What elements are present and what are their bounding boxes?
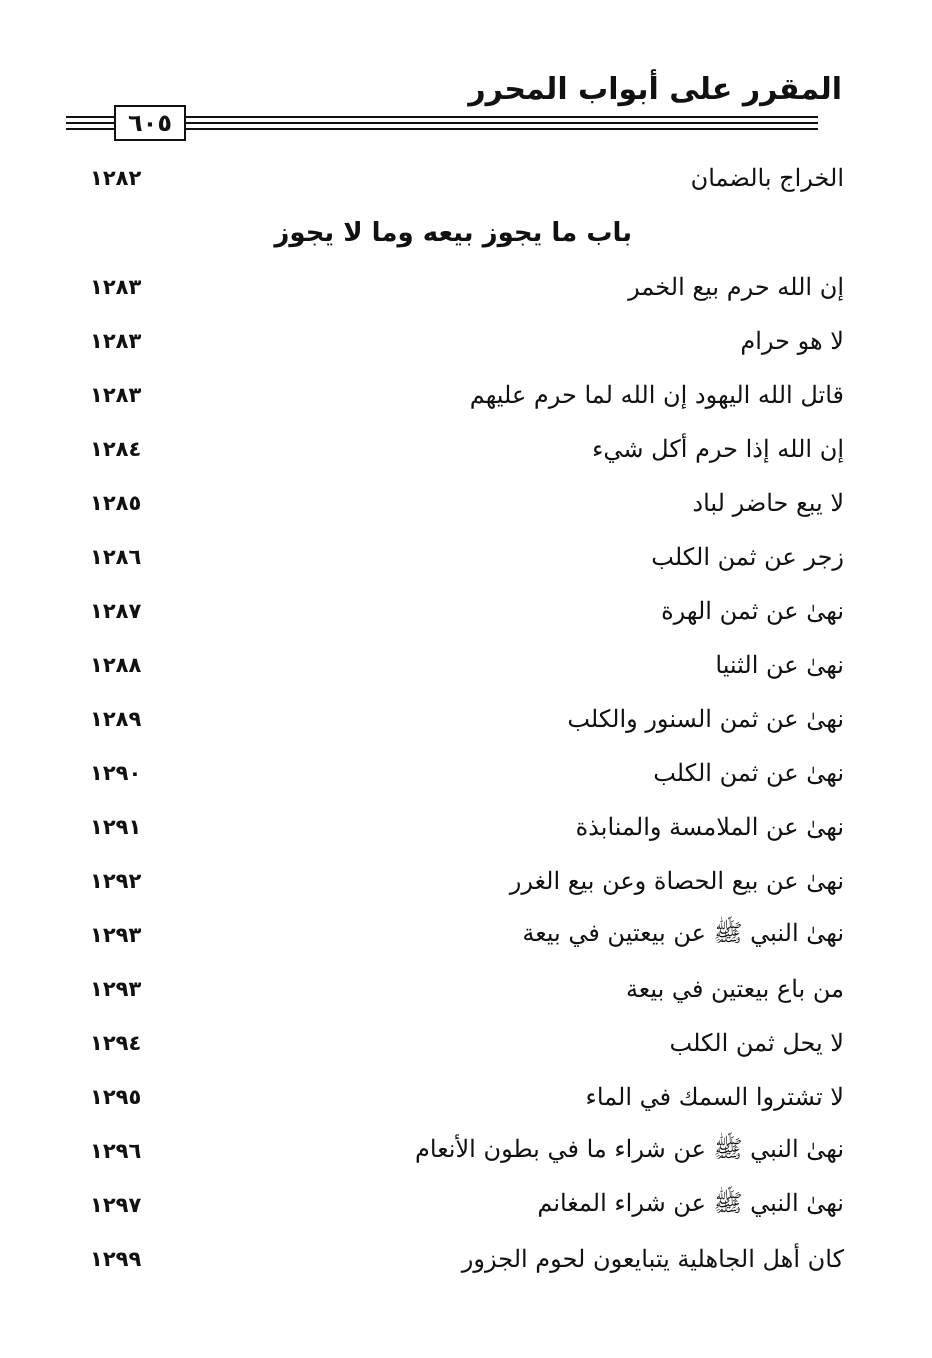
- index-row: [90, 807, 844, 847]
- entry-number: ١٢٩٣: [90, 977, 142, 1001]
- entry-text: نهىٰ عن الملامسة والمنابذة: [575, 813, 844, 841]
- section-heading: باب ما يجوز بيعه وما لا يجوز: [274, 218, 632, 248]
- entry-text: نهىٰ عن ثمن الكلب: [653, 759, 844, 787]
- entry-number: ١٢٩٧: [90, 1193, 142, 1217]
- index-row: [90, 375, 844, 415]
- entry-text: إن الله حرم بيع الخمر: [628, 273, 844, 301]
- entry-text: نهىٰ عن الثنيا: [715, 651, 844, 679]
- index-row: [90, 1131, 844, 1171]
- entry-number: ١٢٨٥: [90, 491, 142, 515]
- index-row: [90, 591, 844, 631]
- index-row: [90, 429, 844, 469]
- index-row: [90, 321, 844, 361]
- entry-number: ١٢٩٣: [90, 923, 142, 947]
- index-row: [90, 537, 844, 577]
- index-row: [90, 158, 844, 198]
- entry-text: لا تشتروا السمك في الماء: [585, 1083, 844, 1111]
- entry-text: نهىٰ عن ثمن الهرة: [661, 597, 844, 625]
- index-row: [90, 1077, 844, 1117]
- index-row: [90, 645, 844, 685]
- entry-text: قاتل الله اليهود إن الله لما حرم عليهم: [469, 381, 844, 409]
- index-row: [90, 753, 844, 793]
- entry-number: ١٢٩٤: [90, 1031, 142, 1055]
- index-row: [90, 1023, 844, 1063]
- entry-text: إن الله إذا حرم أكل شيء: [592, 435, 844, 463]
- entry-text: كان أهل الجاهلية يتبايعون لحوم الجزور: [461, 1245, 844, 1273]
- index-row: [90, 1185, 844, 1225]
- entry-number: ١٢٩٢: [90, 869, 142, 893]
- entry-number: ١٢٩٩: [90, 1247, 142, 1271]
- entry-text: لا هو حرام: [740, 327, 844, 355]
- index-row: [90, 969, 844, 1009]
- entry-number: ١٢٨٩: [90, 707, 142, 731]
- entry-number: ١٢٩٥: [90, 1085, 142, 1109]
- entry-text: نهىٰ النبي ﷺ عن شراء المغانم: [537, 1188, 844, 1217]
- entry-text: زجر عن ثمن الكلب: [651, 543, 844, 571]
- entry-number: ١٢٨٤: [90, 437, 142, 461]
- book-title: المقرر على أبواب المحرر: [468, 72, 842, 107]
- entry-text: الخراج بالضمان: [690, 164, 844, 192]
- entry-text: لا يبع حاضر لباد: [692, 489, 844, 517]
- entry-number: ١٢٨٢: [90, 166, 142, 190]
- entry-text: من باع بيعتين في بيعة: [625, 975, 844, 1003]
- entry-number: ١٢٨٧: [90, 599, 142, 623]
- index-row: [90, 861, 844, 901]
- entry-number: ١٢٩١: [90, 815, 142, 839]
- index-row: [90, 915, 844, 955]
- entry-text: نهىٰ عن ثمن السنور والكلب: [567, 705, 844, 733]
- index-row: [90, 483, 844, 523]
- entry-number: ١٢٨٣: [90, 329, 142, 353]
- index-row: [90, 1239, 844, 1279]
- index-row: [90, 267, 844, 307]
- entry-text: نهىٰ النبي ﷺ عن بيعتين في بيعة: [522, 918, 844, 947]
- entry-number: ١٢٩٦: [90, 1139, 142, 1163]
- entry-text: نهىٰ عن بيع الحصاة وعن بيع الغرر: [509, 867, 844, 895]
- entry-text: لا يحل ثمن الكلب: [669, 1029, 844, 1057]
- entry-number: ١٢٨٨: [90, 653, 142, 677]
- page-number: ٦٠٥: [114, 105, 186, 141]
- entry-number: ١٢٩٠: [90, 761, 142, 785]
- entry-number: ١٢٨٣: [90, 383, 142, 407]
- entry-text: نهىٰ النبي ﷺ عن شراء ما في بطون الأنعام: [415, 1134, 844, 1163]
- entry-number: ١٢٨٦: [90, 545, 142, 569]
- entry-number: ١٢٨٣: [90, 275, 142, 299]
- index-row: [90, 699, 844, 739]
